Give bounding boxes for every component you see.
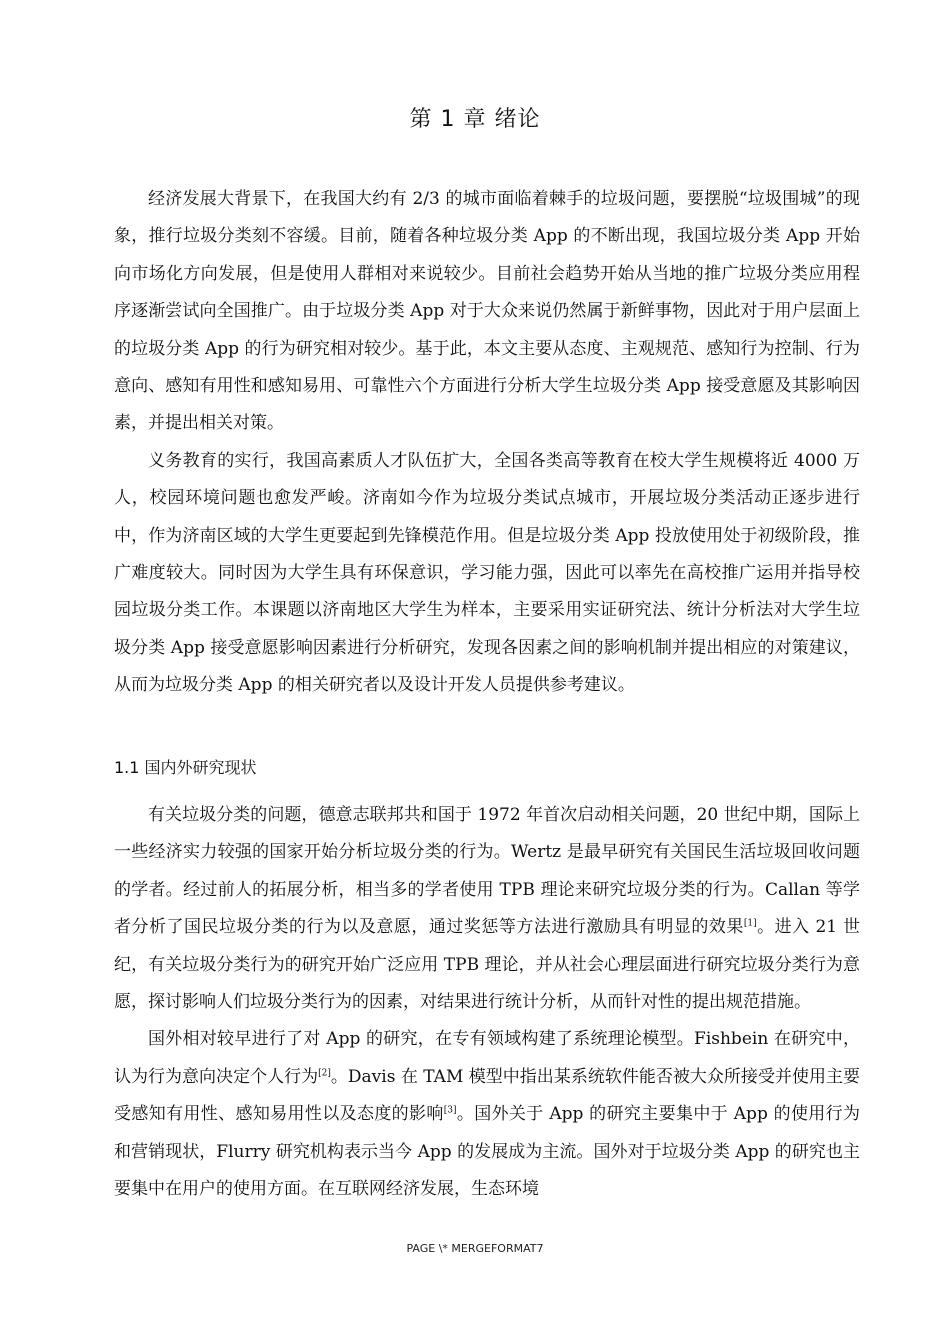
citation-ref: [1] [743,918,757,929]
paragraph-text: 。进入 21 世纪，有关垃圾分类行为的研究开始广泛应用 TPB 理论，并从社会心理层面进行研究垃圾分类行为意愿，探讨影响人们垃圾分类行为的因素，对结果进行统计分析，从而针对性的提出规范措施。 [114,917,860,1013]
chapter-title: 第 1 章 绪论 [409,107,541,132]
paragraph-text: 。国外关于 App 的研究主要集中于 App 的使用行为和营销现状，Flurry 研究机构表示当今 App 的发展成为主流。国外对于垃圾分类 App 的研究也主要集中在用户的使用方面。在互联网经济发展，生态环境 [114,1104,861,1200]
intro-paragraph-2: 义务教育的实行，我国高素质人才队伍扩大，全国各类高等教育在校大学生规模将近 4000 万人，校园环境问题也愈发严峻。济南如今作为垃圾分类试点城市，开展垃圾分类活动正逐步进行中，作为济南区域的大学生更要起到先锋模范作用。但是垃圾分类 App 投放使用处于初级阶段，推广难度较大。同时因为大学生具有环保意识，学习能力强，因此可以率先在高校推广运用并指导校园垃圾分类工作。本课题以济南地区大学生为样本，主要采用实证研究法、统计分析法对大学生垃圾分类 App 接受意愿影响因素进行分析研究，发现各因素之间的影响机制并提出相应的对策建议，从而为垃圾分类 App 的相关研究者以及设计开发人员提供参考建议。 [114,450,860,696]
paragraph-text: 。Davis 在 TAM 模型中指出某系统软件能否被大众所接受并使用主要受感知有用性、感知易用性以及态度的影响 [114,1066,860,1125]
intro-body [114,181,860,705]
section-paragraph-2 [114,1021,860,1208]
citation-ref: [2] [318,1068,331,1079]
section-body [114,797,860,1208]
citation-ref: [3] [443,1105,457,1116]
paragraph-text: 有关垃圾分类的问题，德意志联邦共和国于 1972 年首次启动相关问题，20 世纪中期，国际上一些经济实力较强的国家开始分析垃圾分类的行为。Wertz 是最早研究有关国民生活垃圾回收问题的学者。经过前人的拓展分析，相当多的学者使用 TPB 理论来研究垃圾分类的行为。Callan 等学者分析了国民垃圾分类的行为以及意愿，通过奖惩等方法进行激励具有明显的效果 [114,805,860,938]
intro-paragraph-1: 经济发展大背景下，在我国大约有 2/3 的城市面临着棘手的垃圾问题，要摆脱“垃圾围城”的现象，推行垃圾分类刻不容缓。目前，随着各种垃圾分类 App 的不断出现，我国垃圾分类 App 开始向市场化方向发展，但是使用人群相对来说较少。目前社会趋势开始从当地的推广垃圾分类应用程序逐渐尝试向全国推广。由于垃圾分类 App 对于大众来说仍然属于新鲜事物，因此对于用户层面上的垃圾分类 App 的行为研究相对较少。基于此，本文主要从态度、主观规范、感知行为控制、行为意向、感知有用性和感知易用、可靠性六个方面进行分析大学生垃圾分类 App 接受意愿及其影响因素，并提出相关对策。 [114,189,860,434]
page-footer: PAGE \* MERGEFORMAT7 [406,1242,544,1255]
section-heading: 1.1 国内外研究现状 [114,758,257,777]
section-paragraph-1 [114,797,860,1021]
paragraph-text: 国外相对较早进行了对 App 的研究，在专有领域构建了系统理论模型。Fishbein 在研究中，认为行为意向决定个人行为 [114,1029,860,1087]
